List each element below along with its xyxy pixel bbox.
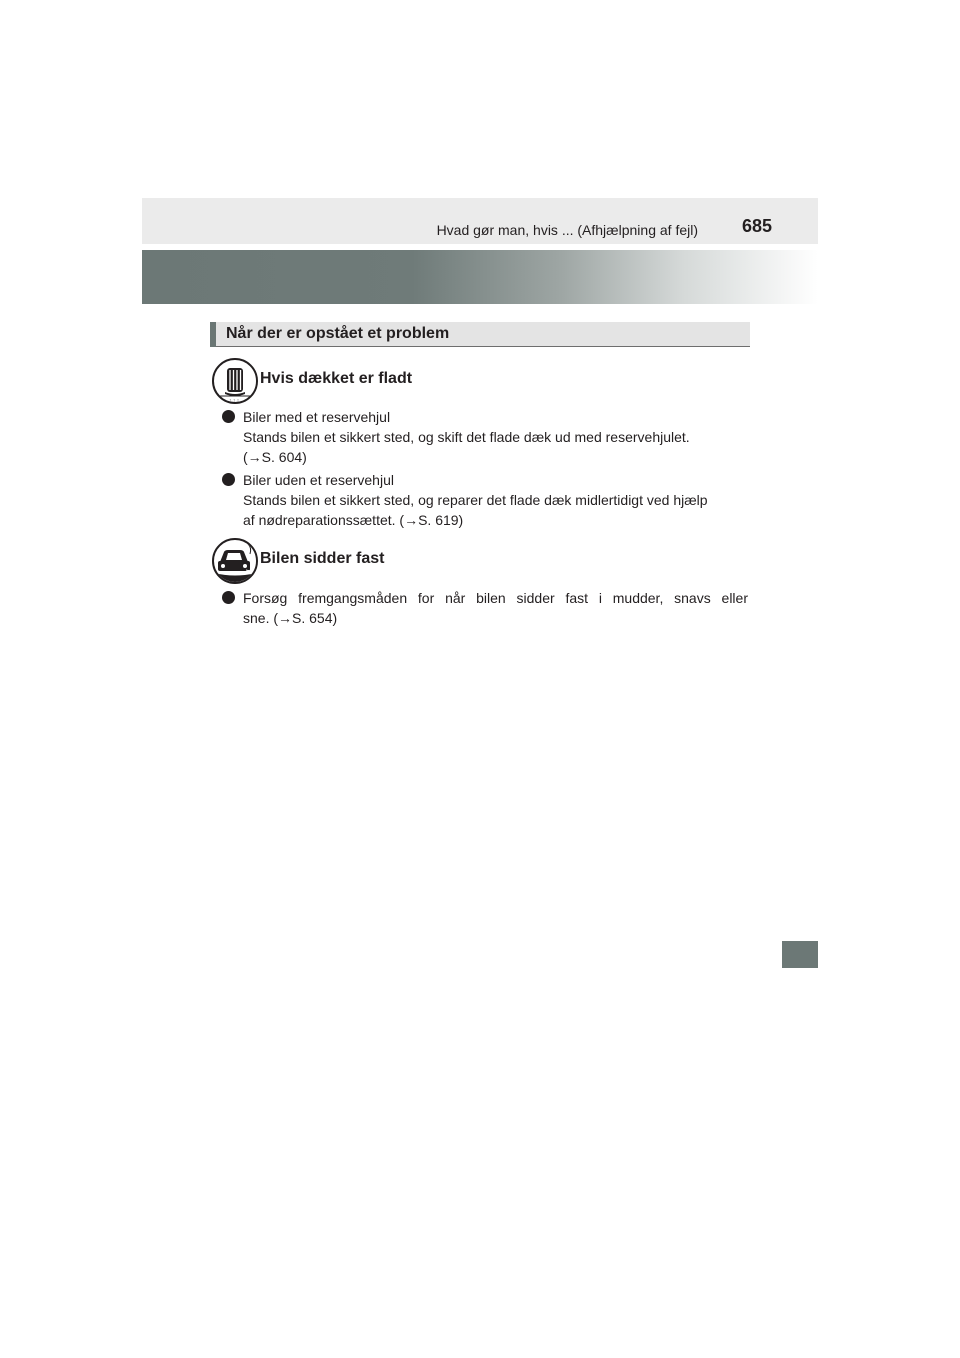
section-title: Når der er opstået et problem bbox=[226, 325, 450, 342]
chapter-band bbox=[142, 250, 818, 304]
list-item bbox=[222, 470, 748, 530]
stuck-vehicle-icon bbox=[212, 538, 258, 584]
list-item bbox=[222, 407, 748, 467]
bullet-icon bbox=[222, 591, 235, 604]
item-label: Biler med et reservehjul bbox=[243, 409, 391, 425]
bullet-icon bbox=[222, 473, 235, 486]
svg-text:↑ ↑ ↑: ↑ ↑ ↑ bbox=[229, 398, 240, 402]
section-heading bbox=[210, 322, 750, 347]
chapter-tab bbox=[782, 941, 818, 968]
list-item bbox=[222, 588, 748, 628]
flat-tire-icon bbox=[212, 358, 258, 404]
subsection-title: Bilen sidder fast bbox=[260, 550, 385, 567]
item-text: Stands bilen et sikkert sted, og skift det flade dæk ud med reservehjulet. bbox=[243, 429, 690, 445]
subsection-title: Hvis dækket er fladt bbox=[260, 370, 413, 387]
page-reference: af nødreparationssættet. (→S. 619) bbox=[243, 512, 464, 528]
item-text: Forsøg fremgangsmåden for når bilen sidder fast i mudder, snavs eller bbox=[243, 590, 748, 606]
page-number: 685 bbox=[741, 216, 772, 236]
bullet-icon bbox=[222, 410, 235, 423]
item-label: Biler uden et reservehjul bbox=[243, 472, 394, 488]
section-accent-bar bbox=[210, 322, 216, 347]
page-reference: sne. (→S. 654) bbox=[243, 610, 338, 626]
running-header bbox=[142, 198, 818, 244]
item-text: Stands bilen et sikkert sted, og reparer det flade dæk midlertidigt ved hjælp bbox=[243, 492, 708, 508]
header-title: Hvad gør man, hvis ... (Afhjælpning af fejl) bbox=[436, 222, 698, 238]
page-reference: (→S. 604) bbox=[243, 449, 307, 465]
